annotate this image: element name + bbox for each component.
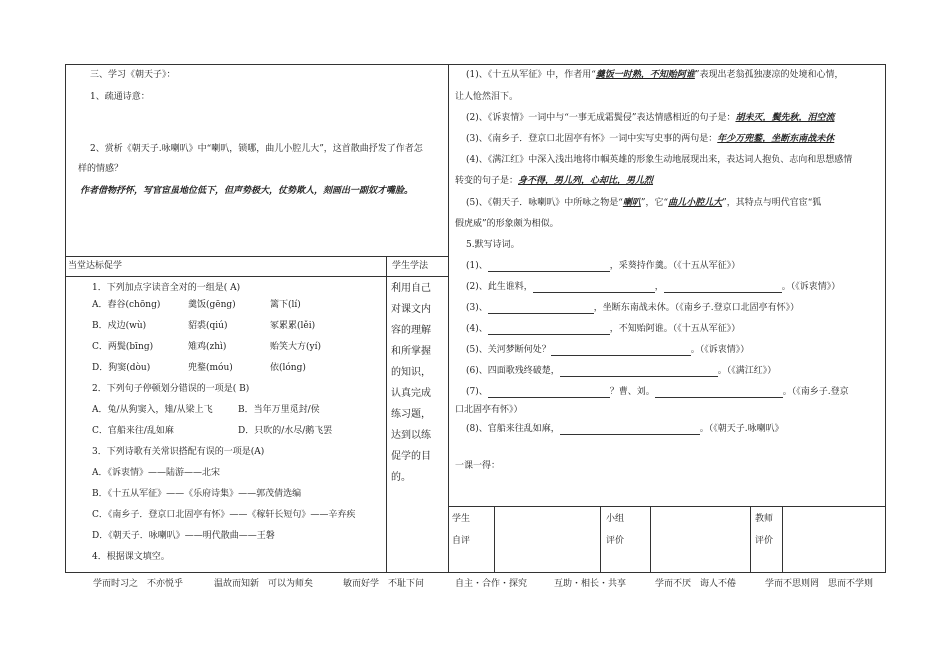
footer-motto-6: 学而不厌 诲人不倦 — [655, 579, 737, 589]
d3-blank[interactable] — [488, 304, 594, 314]
student-method-header: 学生学法 — [392, 261, 429, 271]
student-method-text: 利用自己对课文内容的理解和所掌握的知识，认真完成练习题，达到以练促学的目的。 — [391, 283, 431, 483]
group-eval-label — [606, 508, 624, 552]
eval-col-3 — [650, 506, 651, 573]
q3-b: B．《十五从军征》——《乐府诗集》——郭茂倩选编 — [92, 489, 302, 499]
d6-blank[interactable] — [560, 367, 718, 377]
dictation-2: (2)、此生谁料， ， 。（《诉衷情》） — [466, 282, 841, 292]
group-eval-line2: 评价 — [606, 536, 625, 546]
d3-post: ，坐断东南战未休。（《南乡子.登京口北固亭有怀》） — [593, 303, 800, 313]
dictation-5 — [466, 345, 749, 356]
right-q3 — [466, 134, 834, 145]
footer-motto-5: 互助・相长・共享 — [554, 579, 627, 589]
q4: 4．根据课文填空。 — [92, 552, 170, 562]
d2-post: 。（《诉衷情》） — [781, 282, 841, 292]
right-q4-line1: (4)、《满江红》中深入浅出地将巾帼英雄的形象生动地展现出来，表达词人抱负、志向和思想感情 — [466, 155, 853, 165]
d7-post: ？曹、刘。 — [609, 387, 655, 397]
student-self-eval-line1: 学生 — [452, 514, 471, 524]
eval-col-4 — [750, 506, 751, 573]
d6-post: 。（《满江红》） — [717, 366, 777, 376]
right-q3-pre: (3)、《南乡子．登京口北固亭有怀》一词中实写史事的两句是： — [466, 134, 718, 144]
footer-motto-1: 学而时习之 不亦悦乎 — [93, 579, 184, 589]
d7-blank-2[interactable] — [655, 388, 783, 398]
right-q5-answer1: 喇叭 — [622, 198, 641, 208]
footer-motto-7: 学而不思则罔 思而不学则 — [765, 579, 874, 589]
dictation-1 — [466, 261, 740, 272]
right-q1-line2: 让人怆然泪下。 — [455, 92, 519, 102]
right-q5-post: ”，其特点与明代官宦“狐 — [722, 198, 822, 208]
q2-d: D．只吹的/水尽/鹅飞罢 — [238, 426, 333, 436]
q1-row-c-3: 贻笑大方(yí) — [270, 342, 321, 352]
dictation-3 — [466, 303, 799, 314]
d7-tail: 。（《南乡子.登京 — [782, 387, 849, 397]
q1-row-d-1: D．狗窦(dòu) — [92, 363, 151, 373]
d3-pre: (3)、 — [466, 303, 488, 313]
right-q4-line2 — [455, 176, 653, 187]
right-q1-answer: 羹饭一时熟，不知贻阿谁 — [595, 70, 695, 80]
d2-pre: (2)、此生谁料， — [466, 282, 533, 292]
d5-pre: (5)、关河梦断何处？ — [466, 345, 551, 355]
right-q2 — [466, 113, 834, 124]
q3-c: C．《南乡子．登京口北固亭有怀》——《稼轩长短句》——辛弃疾 — [92, 510, 356, 520]
item2-line1: 2、赏析《朝天子.咏喇叭》中“喇叭，锁哪，曲儿小腔儿大”，这首散曲抒发了作者怎 — [90, 144, 423, 154]
dictation-4 — [466, 324, 740, 335]
eval-col-5 — [782, 506, 783, 573]
student-self-eval-line2: 自评 — [452, 536, 471, 546]
d4-pre: (4)、 — [466, 324, 488, 334]
dictation-8 — [466, 424, 784, 435]
right-q5-pre: (5)、《朝天子．咏喇叭》中所咏之物是“ — [466, 198, 623, 208]
right-q5-mid: ”，它“ — [640, 198, 669, 208]
q2-c: C．官船来往/乱如麻 — [92, 426, 174, 436]
right-q3-answer: 年少万兜鍪，坐断东南战未休 — [717, 134, 835, 144]
d5-blank[interactable] — [551, 346, 691, 356]
d7-pre: (7)、 — [466, 387, 488, 397]
dictation-7-line2: 口北固亭有怀》） — [455, 405, 523, 415]
right-q1-post: ”表现出老翁孤独凄凉的处境和心情， — [694, 70, 844, 80]
right-q4-pre: 转变的句子是： — [455, 176, 519, 186]
item2-answer: 作者借物抒怀，写官宦虽地位低下，但声势极大，仗势欺人，刻画出一副奴才嘴脸。 — [80, 186, 414, 196]
d4-blank[interactable] — [488, 325, 610, 335]
dictation-6 — [466, 366, 776, 377]
q1-row-b-1: B．戍边(wù) — [92, 321, 147, 331]
footer-motto-2: 温故而知新 可以为师矣 — [214, 579, 314, 589]
item2-line2: 样的情感？ — [78, 164, 124, 174]
student-self-eval-label — [452, 508, 470, 552]
right-q5-line2: 假虎威”的形象颇为相似。 — [455, 219, 559, 229]
teacher-eval-label — [755, 508, 773, 552]
right-q5-line1 — [466, 198, 821, 209]
d6-pre: (6)、四面歌残终破楚， — [466, 366, 560, 376]
right-q1 — [466, 70, 843, 81]
q3: 3．下列诗歌有关常识搭配有误的一项是(A) — [92, 447, 265, 457]
q2-a: A．兔/从狗窦入，雉/从梁上飞 — [92, 405, 213, 415]
d2-blank-1[interactable] — [533, 283, 655, 293]
q3-d: D．《朝天子．咏喇叭》——明代散曲——王磐 — [92, 531, 275, 541]
item1: 1、疏通诗意： — [90, 92, 150, 102]
eval-col-1 — [494, 506, 495, 573]
section-title: 三、学习《朝天子》： — [90, 70, 176, 80]
d5-post: 。（《诉衷情》） — [690, 345, 750, 355]
left-section-divider — [65, 256, 449, 257]
right-q5-answer2: 曲儿小腔儿大 — [668, 198, 723, 208]
q2: 2．下列句子停顿划分错误的一项是( B) — [92, 384, 250, 394]
d1-blank[interactable] — [488, 262, 610, 272]
q1-row-a-2: 羹饭(gēng) — [188, 300, 236, 310]
q1-row-d-3: 依(lóng) — [270, 363, 306, 373]
footer-motto-4: 自主・合作・探究 — [455, 579, 528, 589]
teacher-eval-line1: 教师 — [755, 514, 774, 524]
q1-row-b-3: 冢累累(lěi) — [270, 321, 316, 331]
d8-pre: (8)、官船来往乱如麻， — [466, 424, 560, 434]
d4-post: ，不知贻阿谁。（《十五从军征》） — [609, 324, 741, 334]
eval-col-2 — [600, 506, 601, 573]
q1-row-d-2: 兜鍪(móu) — [188, 363, 233, 373]
group-eval-line1: 小组 — [606, 514, 625, 524]
footer-motto-3: 敏而好学 不耻下问 — [343, 579, 425, 589]
practice-header: 当堂达标促学 — [68, 261, 123, 271]
student-method-divider — [386, 256, 387, 573]
q1-row-c-1: C．两鬓(bīng) — [92, 342, 154, 352]
d7-blank-1[interactable] — [488, 388, 610, 398]
practice-header-line — [65, 276, 449, 277]
evaluation-top-line — [448, 506, 886, 507]
dictation-title: 5.默写诗词。 — [466, 240, 520, 250]
d1-post: ，采葵持作羹。（《十五从军征》） — [609, 261, 741, 271]
d8-post: 。（《朝天子.咏喇叭》 — [699, 424, 784, 434]
q1: 1．下列加点字读音全对的一组是( A) — [92, 283, 241, 293]
right-q2-pre: (2)、《诉衷情》一词中与“一事无成霜鬓侵”表达情感相近的句子是： — [466, 113, 736, 123]
d2-blank-2[interactable] — [664, 283, 782, 293]
q2-b: B．当年万里觅封/侯 — [238, 405, 320, 415]
dictation-7 — [466, 387, 849, 398]
q1-row-c-2: 雉鸡(zhì) — [188, 342, 227, 352]
right-q2-answer: 胡未灭，鬓先秋，泪空流 — [735, 113, 835, 123]
q1-row-a-3: 篱下(lí) — [270, 300, 301, 310]
d8-blank[interactable] — [560, 425, 700, 435]
q1-row-b-2: 貂裘(qiú) — [188, 321, 228, 331]
lesson-summary-label: 一课一得： — [455, 461, 501, 471]
q3-a: A．《诉衷情》——陆游——北宋 — [92, 468, 221, 478]
right-q4-answer: 身不得，男儿列，心却比，男儿烈 — [518, 176, 654, 186]
right-q1-pre: (1)、《十五从军征》中，作者用“ — [466, 70, 596, 80]
teacher-eval-line2: 评价 — [755, 536, 774, 546]
q1-row-a-1: A．舂谷(chōng) — [92, 300, 161, 310]
d1-pre: (1)、 — [466, 261, 488, 271]
center-divider — [448, 64, 449, 573]
